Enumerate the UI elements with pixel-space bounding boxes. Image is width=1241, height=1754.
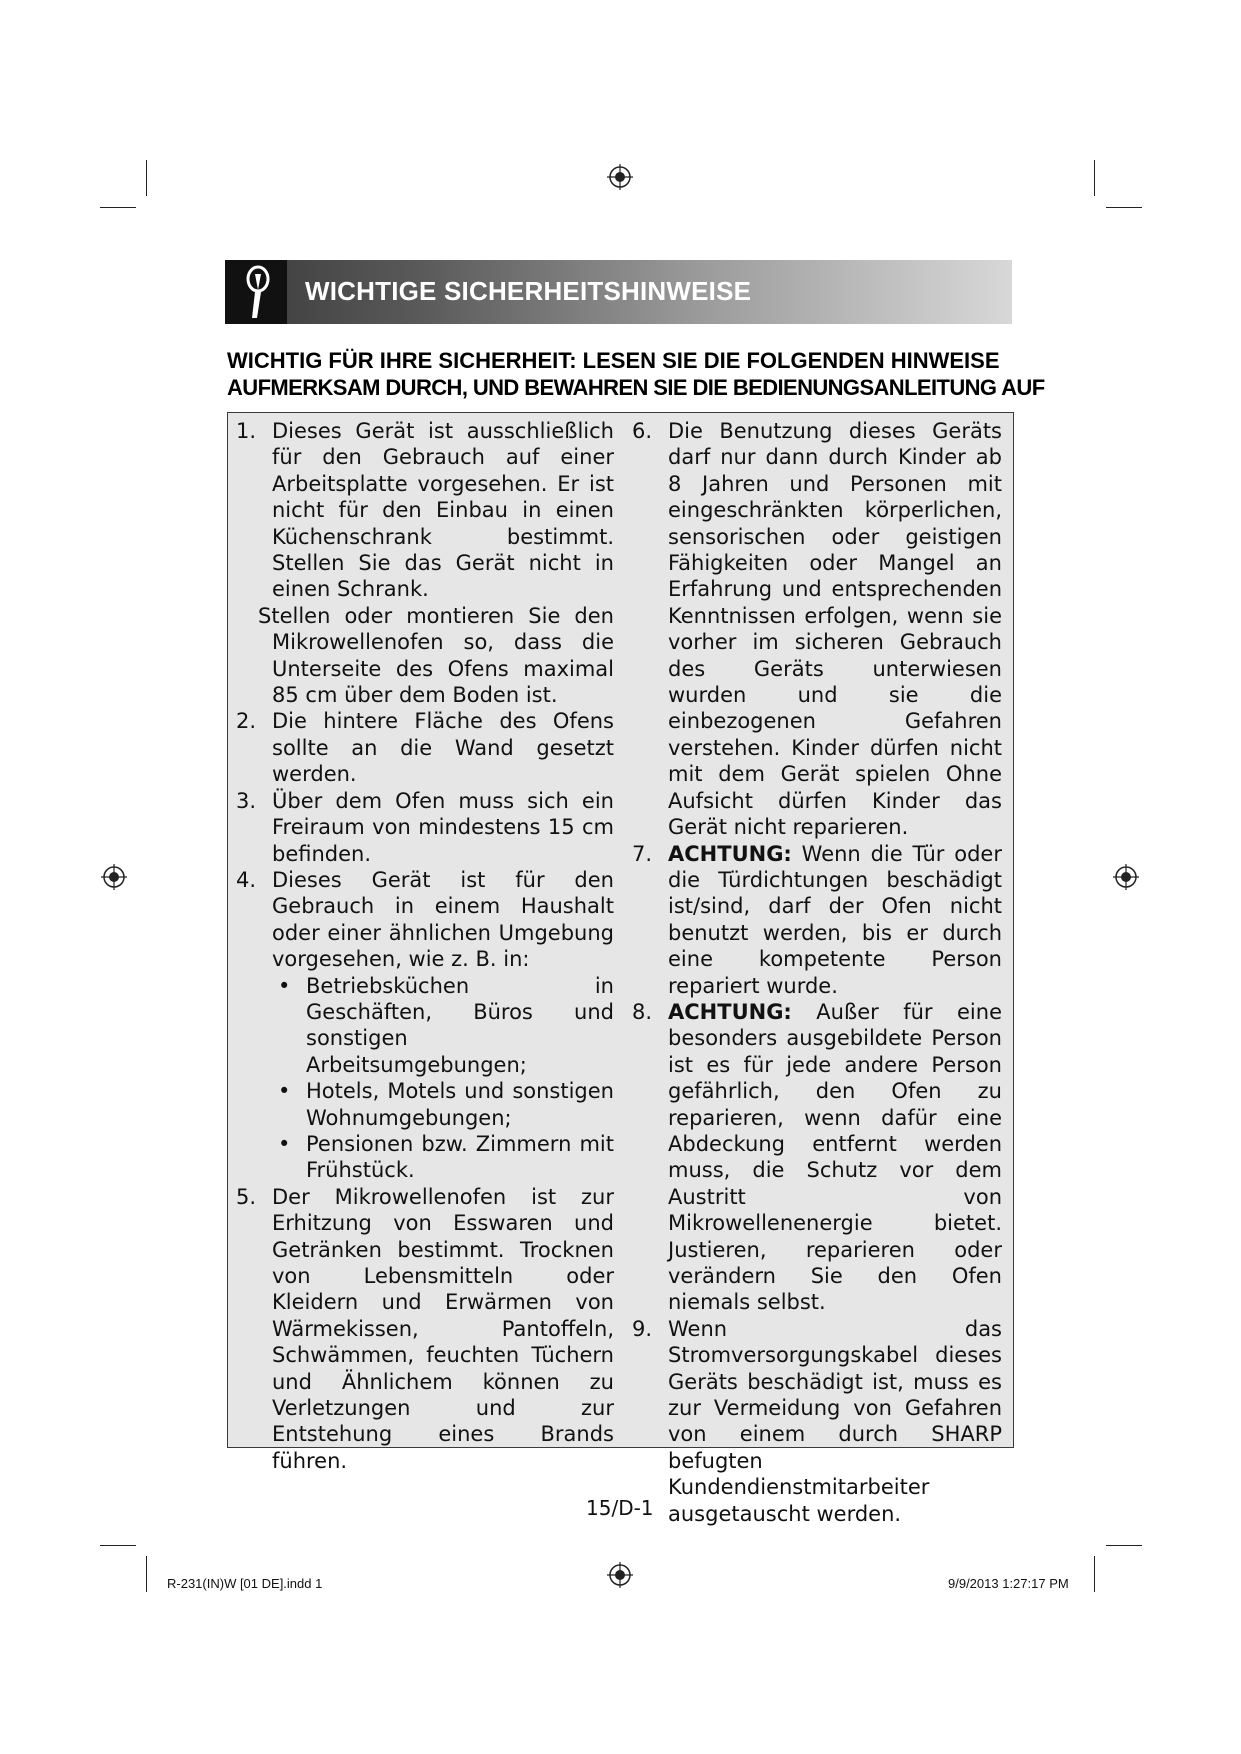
header-icon-box	[225, 260, 287, 324]
instruction-item-2	[236, 708, 614, 787]
crop-mark	[100, 207, 136, 208]
warning-label: ACHTUNG:	[668, 841, 792, 866]
bullet-item	[272, 973, 614, 1079]
instruction-item-1	[236, 418, 614, 708]
item-text: Der Mikrowellenofen ist zur Erhitzung von Esswaren und Getränken bestimmt. Trocknen von Lebensmitteln oder Kleidern und Erwärmen von Wärmekissen, Pantoffeln, Schwämmen, feuchten Tüchern und Ähnlichem können zu Verletzungen und zur Entstehung eines Brands führen.	[272, 1184, 614, 1473]
item-number: 6.	[632, 419, 653, 443]
item-number: 4.	[236, 867, 257, 892]
bullet-item	[272, 1078, 614, 1131]
subtitle-line-2: AUFMERKSAM DURCH, UND BEWAHREN SIE DIE BEDIENUNGSANLEITUNG AUF	[227, 375, 1045, 400]
bullet-dot: •	[278, 973, 291, 998]
registration-mark-icon	[607, 1562, 633, 1588]
registration-mark-icon	[101, 864, 127, 890]
bullet-dot: •	[278, 1131, 291, 1156]
slug-timestamp: 9/9/2013 1:27:17 PM	[948, 1576, 1069, 1591]
crop-mark	[1094, 160, 1095, 196]
item-text: Wenn das Stromversorgungskabel dieses Geräts beschädigt ist, muss es zur Vermeidung von Gefahren von einem durch SHARP befugten Kundendienstmitarbeiter ausgetauscht werden.	[668, 1316, 1002, 1526]
instruction-item-9	[632, 1316, 1002, 1527]
instructions-column-left	[236, 418, 614, 1474]
warning-label: ACHTUNG:	[668, 999, 792, 1024]
item-number: 9.	[632, 1316, 653, 1341]
item-text: Außer für eine besonders ausgebildete Person ist es für jede andere Person gefährlich, den Ofen zu reparieren, wenn dafür eine Abdeckung entfernt werden muss, die Schutz vor dem Austritt von Mikrowellenenergie bietet. Justieren, reparieren oder verändern Sie den Ofen niemals selbst.	[668, 999, 1002, 1315]
safety-subtitle	[227, 347, 1045, 401]
instruction-item-6	[632, 418, 1002, 841]
crop-mark	[1106, 207, 1142, 208]
section-title: WICHTIGE SICHERHEITSHINWEISE	[305, 276, 752, 306]
crop-mark	[1094, 1556, 1095, 1592]
item-text-wrap	[668, 999, 1002, 1316]
item-text: Wenn die Tür oder die Türdichtungen beschädigt ist/sind, darf der Ofen nicht benutzt werden, bis er durch eine kompetente Person repariert wurde.	[668, 841, 1002, 998]
item-number: 2.	[236, 709, 257, 734]
registration-mark-icon	[607, 164, 633, 190]
item-number: 5.	[236, 1184, 257, 1209]
item-text: Die hintere Fläche des Ofens sollte an die Wand gesetzt werden.	[272, 709, 614, 787]
instruction-item-7	[632, 841, 1002, 999]
page-number: 15/D-1	[586, 1496, 654, 1520]
info-pencil-icon	[225, 260, 287, 324]
item-text: Über dem Ofen muss sich ein Freiraum von mindestens 15 cm befinden.	[272, 788, 614, 866]
item-text: Dieses Gerät ist für den Gebrauch in einem Haushalt oder einer ähnlichen Umgebung vorgesehen, wie z. B. in:	[272, 867, 614, 972]
crop-mark	[146, 1556, 147, 1592]
bullet-text: Pensionen bzw. Zimmern mit Frühstück.	[306, 1131, 614, 1183]
item-extra-text: Stellen oder montieren Sie den Mikrowellenofen so, dass die Unterseite des Ofens maximal 85 cm über dem Boden ist.	[258, 603, 614, 708]
instruction-item-5	[236, 1184, 614, 1474]
crop-mark	[1106, 1545, 1142, 1546]
slug-file-name: R-231(IN)W [01 DE].indd 1	[167, 1576, 323, 1591]
item-text: Die Benutzung dieses Geräts darf nur dann durch Kinder ab 8 Jahren und Personen mit eingeschränkten körperlichen, sensorischen oder geistigen Fähigkeiten oder Mangel an Erfahrung und entsprechenden Kenntnissen erfolgen, wenn sie vorher im sicheren Gebrauch des Geräts unterwiesen wurden und sie die einbezogenen Gefahren verstehen. Kinder dürfen nicht mit dem Gerät spielen Ohne Aufsicht dürfen Kinder das Gerät nicht reparieren.	[668, 419, 1002, 840]
crop-mark	[146, 160, 147, 196]
item-text-wrap	[668, 841, 1002, 999]
crop-mark	[100, 1545, 136, 1546]
instructions-column-right	[632, 418, 1002, 1527]
subtitle-line-1: WICHTIG FÜR IHRE SICHERHEIT: LESEN SIE DIE FOLGENDEN HINWEISE	[227, 348, 1000, 373]
bullet-text: Hotels, Motels und sonstigen Wohnumgebungen;	[306, 1079, 614, 1130]
item-number: 8.	[632, 999, 653, 1024]
bullet-text: Betriebsküchen in Geschäften, Büros und sonstigen Arbeitsumgebungen;	[306, 973, 614, 1077]
registration-mark-icon	[1113, 864, 1139, 890]
instruction-item-4	[236, 867, 614, 1184]
instruction-item-8	[632, 999, 1002, 1316]
item-number: 1.	[236, 419, 257, 443]
item-number: 3.	[236, 788, 257, 813]
item-number: 7.	[632, 841, 653, 866]
item-text: Dieses Gerät ist ausschließlich für den Gebrauch auf einer Arbeitsplatte vorgesehen. Er ist nicht für den Einbau in einen Küchenschrank bestimmt. Stellen Sie das Gerät nicht in einen Schrank.	[272, 419, 614, 602]
bullet-item	[272, 1131, 614, 1184]
instruction-item-3	[236, 788, 614, 867]
bullet-dot: •	[278, 1079, 291, 1104]
